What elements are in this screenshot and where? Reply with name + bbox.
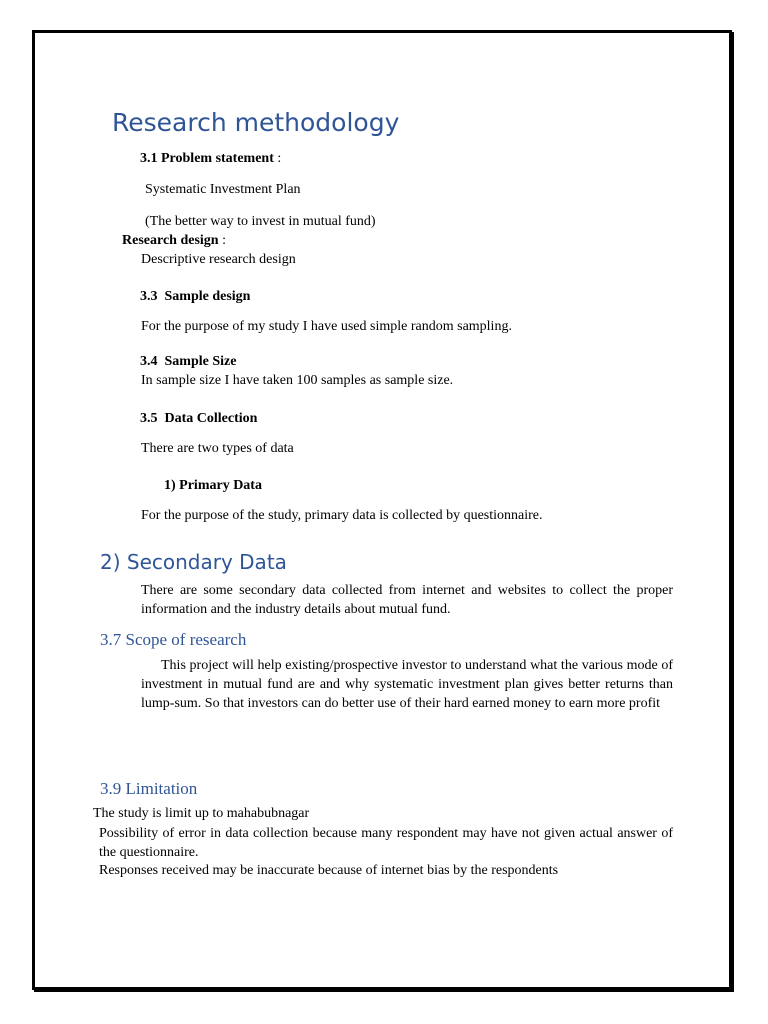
data-collection-label: Data Collection: [164, 411, 258, 426]
problem-statement-label: 3.1 Problem statement: [140, 151, 274, 166]
sample-design-label: Sample design: [164, 289, 251, 304]
data-collection-number: 3.5: [140, 411, 158, 426]
research-design-colon: :: [218, 233, 226, 248]
limitation-line1: The study is limit up to mahabubnagar: [93, 806, 310, 821]
sample-size-heading: [140, 354, 236, 370]
research-design-label: Research design: [122, 233, 219, 248]
page-title: Research methodology: [112, 108, 400, 137]
limitation-line2: Possibility of error in data collection because many respondent may have not given actual answer of the questionnaire.: [99, 826, 673, 860]
primary-data-text: For the purpose of the study, primary data is collected by questionnaire.: [141, 508, 543, 523]
sample-size-label: Sample Size: [164, 354, 237, 369]
sample-design-number: 3.3: [140, 289, 158, 304]
secondary-data-text: There are some secondary data collected from internet and websites to collect the proper information and the industry details about mutual fund.: [141, 583, 673, 617]
problem-statement-heading: [140, 151, 281, 167]
sample-size-text: In sample size I have taken 100 samples as sample size.: [141, 373, 454, 388]
data-collection-heading: [140, 411, 257, 427]
limitation-line3: Responses received may be inaccurate because of internet bias by the respondents: [99, 863, 559, 878]
scope-heading: 3.7 Scope of research: [100, 630, 247, 649]
research-design-heading: [122, 233, 226, 249]
problem-statement-line2: (The better way to invest in mutual fund): [145, 214, 376, 229]
research-design-text: Descriptive research design: [141, 252, 296, 267]
problem-statement-line1: Systematic Investment Plan: [145, 182, 301, 197]
secondary-data-heading: 2) Secondary Data: [100, 550, 287, 574]
sample-design-text: For the purpose of my study I have used simple random sampling.: [141, 319, 512, 334]
sample-size-number: 3.4: [140, 354, 158, 369]
problem-statement-colon: :: [273, 151, 282, 166]
primary-data-heading: 1) Primary Data: [164, 478, 262, 493]
sample-design-heading: [140, 289, 250, 305]
scope-text: This project will help existing/prospective investor to understand what the various mode of investment in mutual fund are and why systematic investment plan gives better returns than lump-sum. So that investors can do better use of their hard earned money to earn more profit: [141, 658, 673, 711]
data-collection-text: There are two types of data: [141, 441, 294, 456]
limitation-heading: 3.9 Limitation: [100, 779, 198, 798]
